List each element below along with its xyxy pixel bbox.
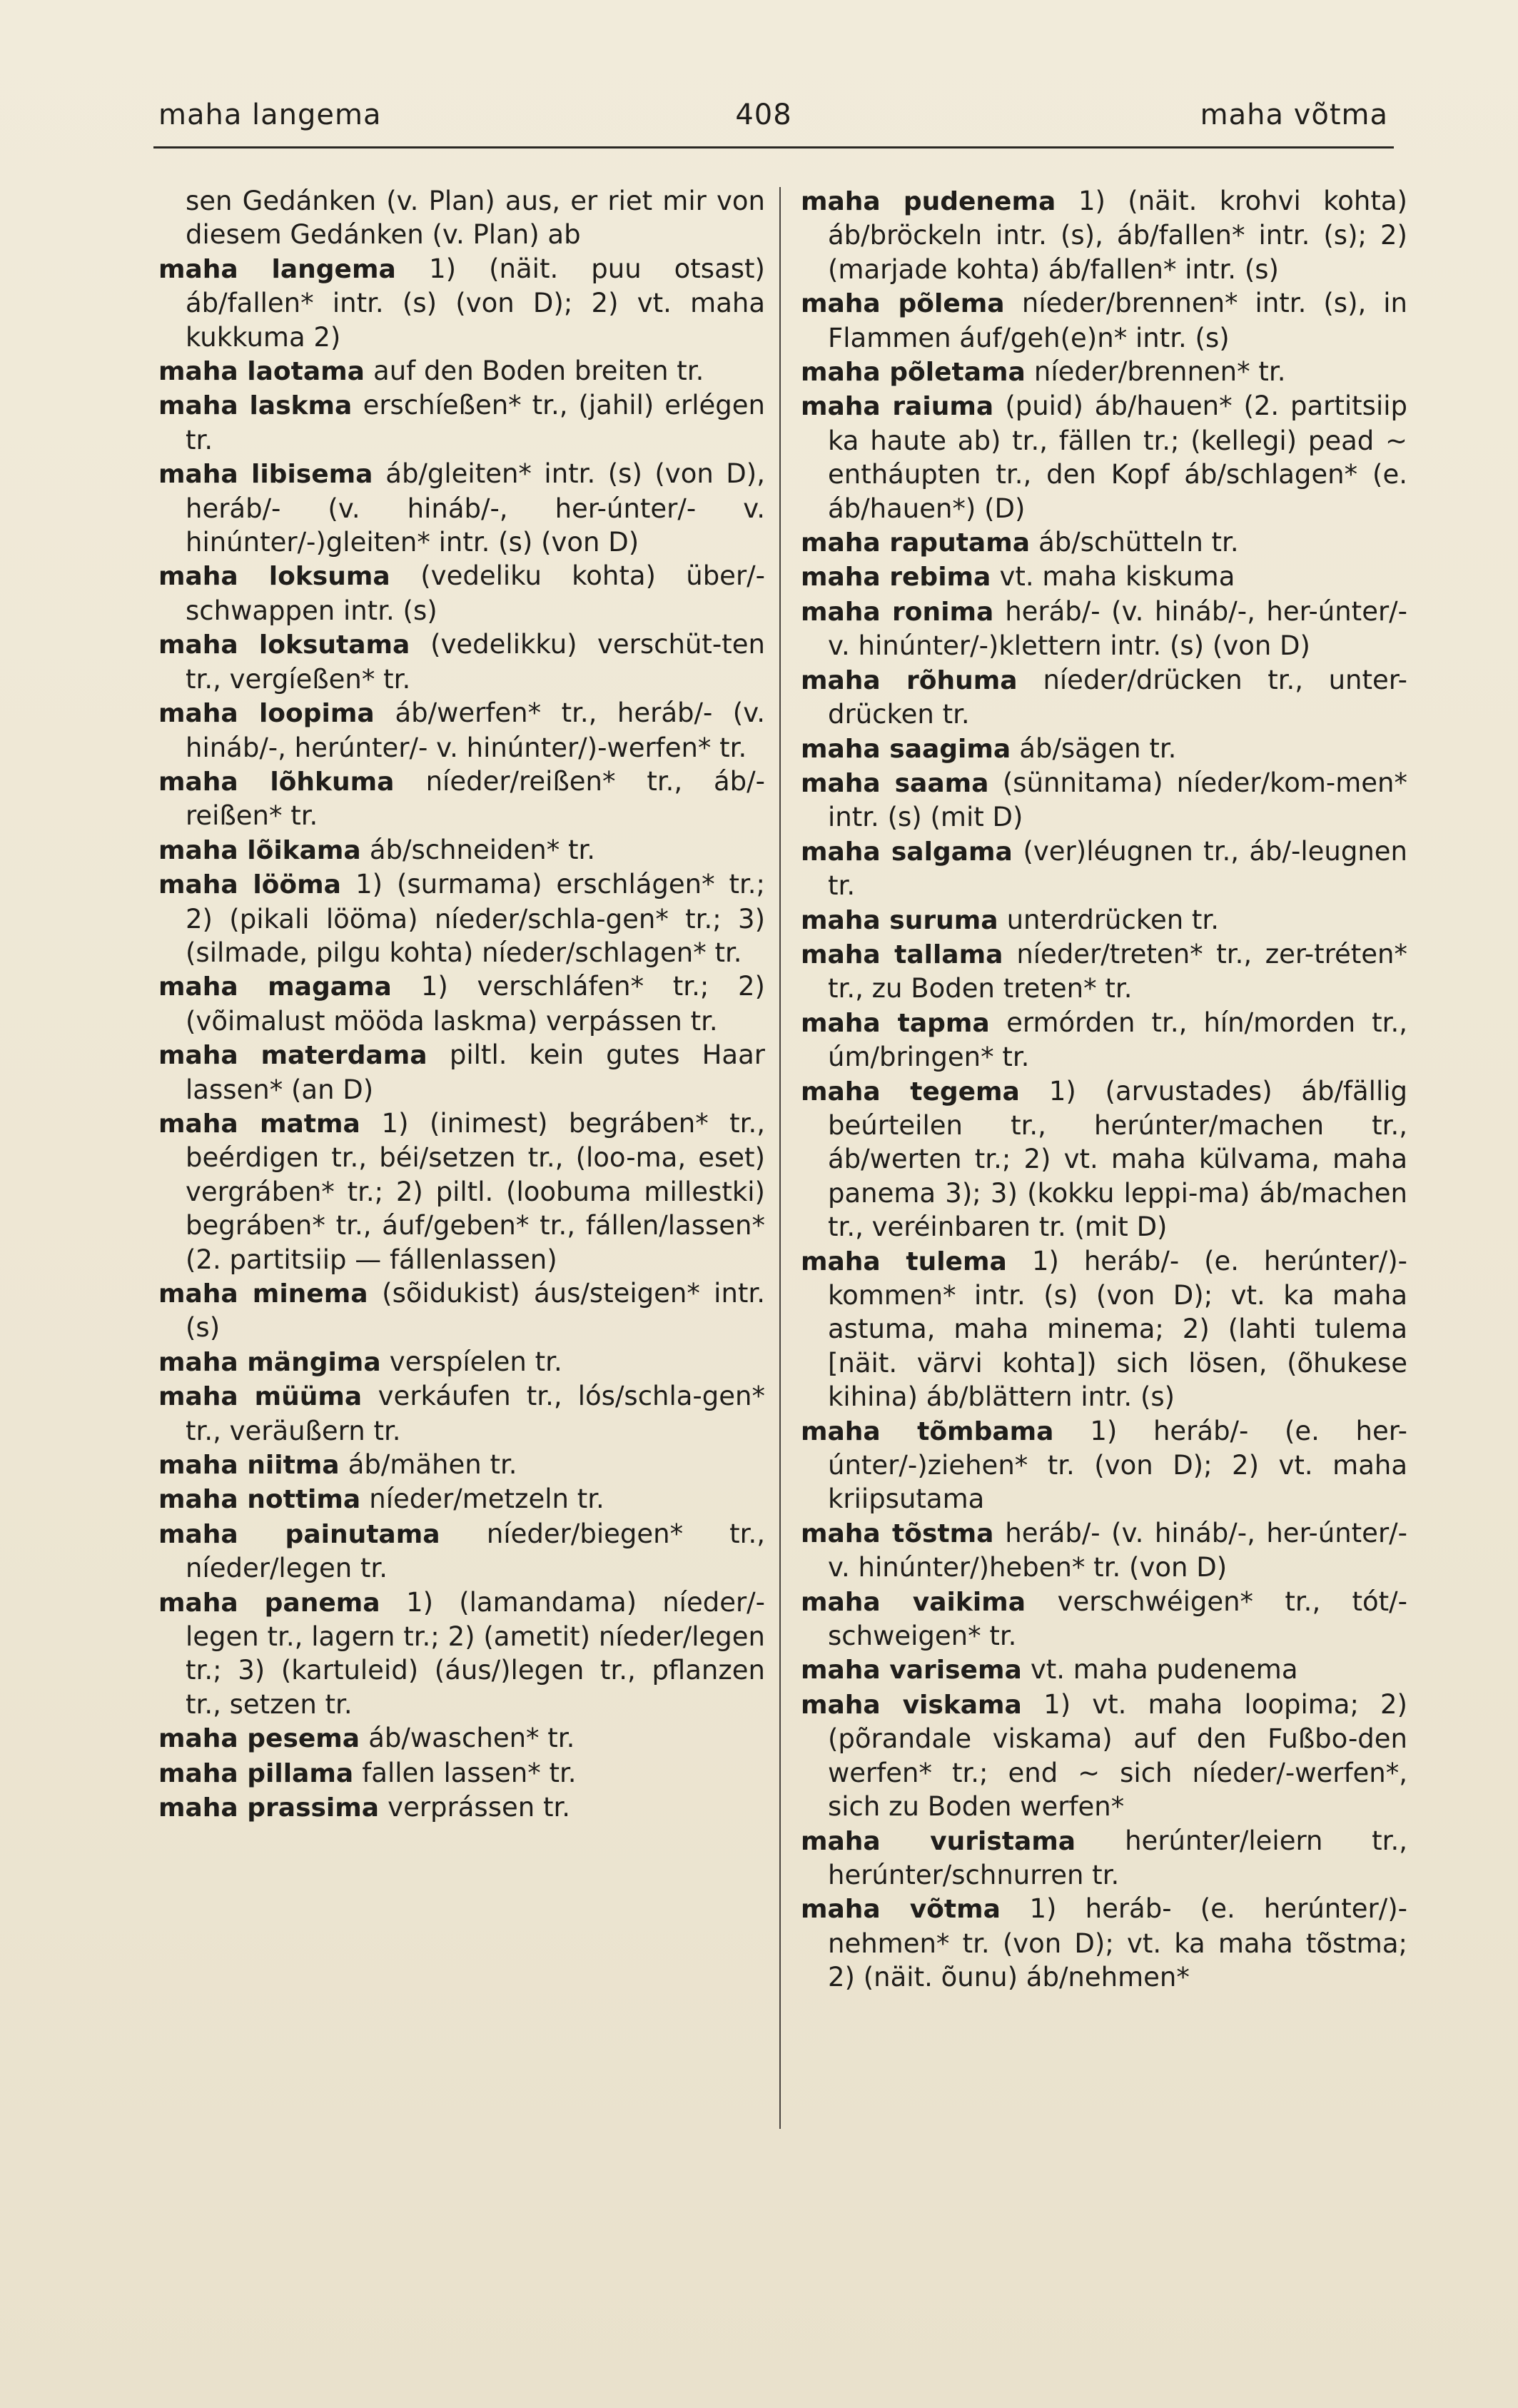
entry-headword: maha libisema xyxy=(158,460,373,490)
entry-definition: níeder/brennen* tr. xyxy=(1033,356,1286,388)
entry-definition: (sünnitama) níeder/kom-men* intr. (s) (mit D) xyxy=(828,767,1407,833)
dictionary-entry xyxy=(801,766,1407,835)
entry-definition: 1) (surmama) erschlágen* tr.; 2) (pikali lööma) níeder/schla-gen* tr.; 3) (silmade, pilgu kohta) níeder/schlagen* tr. xyxy=(186,869,765,968)
entry-headword: maha mängima xyxy=(158,1347,381,1377)
entry-definition: 1) (inimest) begráben* tr., beérdigen tr., béi/setzen tr., (loo-ma, eset) vergráben* tr.; 2) piltl. (loobuma millestki) begráben* tr., áuf/geben* tr., fállen/lassen* (2. partitsiip — fállenlassen) xyxy=(186,1107,765,1275)
dictionary-entry xyxy=(801,903,1407,937)
entry-definition: áb/gleiten* intr. (s) (von D), heráb/- (v. hináb/-, her-únter/- v. hinúnter/-)gleiten* intr. (s) (von D) xyxy=(186,458,765,558)
entry-headword: maha langema xyxy=(158,254,396,284)
entry-headword: maha raiuma xyxy=(801,392,994,422)
dictionary-entry xyxy=(158,1790,765,1825)
entry-definition: (vedelikku) verschüt-ten tr., vergíeßen* tr. xyxy=(186,629,765,695)
dictionary-entry xyxy=(158,1517,765,1586)
entry-definition: verschwéigen* tr., tót/-schweigen* tr. xyxy=(828,1586,1407,1652)
entry-headword: maha tõmbama xyxy=(801,1416,1054,1446)
dictionary-entry xyxy=(158,1721,765,1755)
entry-definition: níeder/biegen* tr., níeder/legen tr. xyxy=(186,1518,765,1584)
header-rule xyxy=(153,146,1394,148)
entry-definition: 1) (lamandama) níeder/-legen tr., lagern tr.; 2) (ametit) níeder/legen tr.; 3) (kartuleid) (áus/)legen tr., pflanzen tr., setzen tr. xyxy=(186,1586,765,1720)
entry-headword: maha saama xyxy=(801,768,989,798)
entry-headword: maha suruma xyxy=(801,905,998,935)
entry-headword: maha tapma xyxy=(801,1008,990,1038)
entry-headword: maha minema xyxy=(158,1279,368,1309)
entry-definition: erschíeßen* tr., (jahil) erlégen tr. xyxy=(186,390,765,455)
dictionary-entry xyxy=(801,286,1407,355)
entry-definition: (sõidukist) áus/steigen* intr. (s) xyxy=(186,1278,765,1344)
dictionary-entry xyxy=(801,1516,1407,1585)
dictionary-entry xyxy=(801,1585,1407,1653)
dictionary-entry xyxy=(158,184,765,252)
entry-headword: maha viskama xyxy=(801,1690,1022,1720)
dictionary-entry xyxy=(158,867,765,969)
entry-definition: níeder/brennen* intr. (s), in Flammen áuf/geh(e)n* intr. (s) xyxy=(828,288,1407,353)
entry-definition: níeder/metzeln tr. xyxy=(369,1483,604,1515)
entry-definition: verprássen tr. xyxy=(388,1792,571,1823)
dictionary-entry xyxy=(158,628,765,696)
dictionary-entry xyxy=(158,765,765,833)
dictionary-entry xyxy=(158,1345,765,1379)
entry-headword: maha raputama xyxy=(801,528,1031,558)
entry-headword: maha rebima xyxy=(801,563,991,593)
entry-definition: níeder/treten* tr., zer-tréten* tr., zu Boden treten* tr. xyxy=(828,938,1407,1004)
dictionary-entry xyxy=(158,354,765,388)
entry-definition: 1) vt. maha loopima; 2) (põrandale viskama) auf den Fußbo-den werfen* tr.; end ~ sich níeder/-werfen*, sich zu Boden werfen* xyxy=(828,1688,1407,1823)
entry-headword: maha pudenema xyxy=(801,187,1056,216)
dictionary-entry xyxy=(801,1653,1407,1687)
entry-headword: maha võtma xyxy=(801,1895,1001,1925)
dictionary-entry xyxy=(801,1244,1407,1414)
dictionary-entry xyxy=(158,1482,765,1516)
entry-definition: áb/sägen tr. xyxy=(1019,732,1177,764)
dictionary-entry xyxy=(158,696,765,765)
entry-definition: áb/waschen* tr. xyxy=(368,1723,575,1754)
entry-definition: 1) heráb- (e. herúnter/)-nehmen* tr. (von D); vt. ka maha tõstma; 2) (näit. õunu) áb/nehmen* xyxy=(828,1893,1407,1993)
entry-headword: maha tallama xyxy=(801,939,1003,969)
dictionary-entry xyxy=(801,1892,1407,1994)
entry-definition: níeder/reißen* tr., áb/-reißen* tr. xyxy=(186,765,765,832)
entry-definition: áb/mähen tr. xyxy=(348,1449,517,1481)
entry-definition: heráb/- (v. hináb/-, her-únter/- v. hinúnter/)heben* tr. (von D) xyxy=(828,1517,1407,1583)
entry-definition: vt. maha pudenema xyxy=(1030,1654,1298,1686)
entry-definition: piltl. kein gutes Haar lassen* (an D) xyxy=(186,1039,765,1105)
entry-definition: áb/schütteln tr. xyxy=(1038,527,1239,558)
entry-definition: vt. maha kiskuma xyxy=(999,561,1235,593)
entry-headword: maha saagima xyxy=(801,734,1011,764)
dictionary-entry xyxy=(801,525,1407,560)
entry-headword: maha lõikama xyxy=(158,835,361,865)
entry-definition: unterdrücken tr. xyxy=(1006,904,1220,935)
entry-definition: 1) (arvustades) áb/fällig beúrteilen tr., herúnter/machen tr., áb/werten tr.; 2) vt. maha külvama, maha panema 3); 3) (kokku leppi-ma) áb/machen tr., veréinbaren tr. (mit D) xyxy=(828,1075,1407,1243)
entry-headword: maha müüma xyxy=(158,1382,363,1412)
entry-headword: maha tulema xyxy=(801,1246,1007,1276)
entry-definition: 1) verschláfen* tr.; 2) (võimalust mööda laskma) verpássen tr. xyxy=(186,971,765,1037)
entry-definition: 1) heráb/- (e. her-únter/-)ziehen* tr. (von D); 2) vt. maha kriipsutama xyxy=(828,1415,1407,1515)
entry-headword: maha ronima xyxy=(801,597,994,627)
dictionary-entry xyxy=(801,595,1407,663)
dictionary-entry xyxy=(801,1824,1407,1893)
dictionary-entry xyxy=(801,835,1407,903)
entry-headword: maha vuristama xyxy=(801,1826,1076,1856)
entry-headword: maha põletama xyxy=(801,358,1026,388)
dictionary-entry xyxy=(158,1586,765,1722)
dictionary-entry xyxy=(158,1379,765,1448)
entry-definition: áb/schneiden* tr. xyxy=(369,834,596,865)
dictionary-entry xyxy=(801,355,1407,389)
dictionary-entry xyxy=(158,1276,765,1345)
entry-headword: maha pillama xyxy=(158,1758,354,1788)
dictionary-entry xyxy=(801,1074,1407,1244)
entry-headword: maha prassima xyxy=(158,1793,380,1823)
entry-definition: ermórden tr., hín/morden tr., úm/bringen* tr. xyxy=(828,1007,1407,1073)
entry-headword: maha magama xyxy=(158,972,392,1002)
entry-headword: maha loksutama xyxy=(158,630,410,660)
entry-definition: sen Gedánken (v. Plan) aus, er riet mir von diesem Gedánken (v. Plan) ab xyxy=(186,186,765,251)
dictionary-entry xyxy=(801,1414,1407,1516)
page-number: 408 xyxy=(735,99,792,131)
entry-headword: maha loksuma xyxy=(158,562,390,592)
entry-definition: 1) heráb/- (e. herúnter/)-kommen* intr. (s) (von D); vt. ka maha astuma, maha minema; 2) (lahti tulema [näit. värvi kohta]) sich lösen, (õhukese kihina) áb/blättern intr. (s) xyxy=(828,1245,1407,1413)
entry-definition: 1) (näit. krohvi kohta) áb/bröckeln intr. (s), áb/fallen* intr. (s); 2) (marjade kohta) áb/fallen* intr. (s) xyxy=(828,186,1407,285)
dictionary-entry xyxy=(158,252,765,354)
entry-definition: (puid) áb/hauen* (2. partitsiip ka haute ab) tr., fällen tr.; (kellegi) pead ~ entháupten tr., den Kopf áb/schlagen* (e. áb/hauen*) (D) xyxy=(828,391,1407,524)
dictionary-entry xyxy=(801,389,1407,525)
entry-headword: maha pesema xyxy=(158,1724,360,1754)
running-header-right: maha võtma xyxy=(1200,99,1388,131)
dictionary-entry xyxy=(801,732,1407,766)
dictionary-entry xyxy=(158,1038,765,1107)
entry-headword: maha salgama xyxy=(801,837,1013,867)
dictionary-entry xyxy=(158,969,765,1038)
entry-definition: verkáufen tr., lós/schla-gen* tr., veräußern tr. xyxy=(186,1381,765,1446)
entry-headword: maha lõhkuma xyxy=(158,767,395,797)
dictionary-entry xyxy=(158,388,765,457)
entry-headword: maha laskma xyxy=(158,391,353,421)
dictionary-entry xyxy=(158,559,765,628)
entry-headword: maha tõstma xyxy=(801,1518,994,1548)
entry-headword: maha laotama xyxy=(158,357,365,387)
entry-headword: maha vaikima xyxy=(801,1587,1026,1617)
running-header-left: maha langema xyxy=(158,99,382,131)
entry-headword: maha materdama xyxy=(158,1041,427,1071)
entry-definition: níeder/drücken tr., unter-drücken tr. xyxy=(828,664,1407,730)
dictionary-entry xyxy=(158,1756,765,1790)
dictionary-entry xyxy=(801,663,1407,732)
left-column xyxy=(158,184,765,1825)
entry-definition: verspíelen tr. xyxy=(389,1346,562,1377)
column-divider xyxy=(779,187,781,2129)
entry-headword: maha tegema xyxy=(801,1077,1020,1107)
entry-headword: maha varisema xyxy=(801,1656,1022,1686)
dictionary-entry xyxy=(158,457,765,559)
entry-headword: maha panema xyxy=(158,1588,380,1618)
dictionary-entry xyxy=(158,1107,765,1276)
entry-definition: auf den Boden breiten tr. xyxy=(373,356,704,387)
entry-headword: maha rõhuma xyxy=(801,665,1018,695)
entry-definition: heráb/- (v. hináb/-, her-únter/- v. hinúnter/-)klettern intr. (s) (von D) xyxy=(828,595,1407,662)
dictionary-entry xyxy=(801,184,1407,286)
entry-definition: fallen lassen* tr. xyxy=(362,1757,577,1788)
dictionary-entry xyxy=(158,1448,765,1482)
dictionary-entry xyxy=(801,1688,1407,1824)
entry-headword: maha matma xyxy=(158,1109,360,1139)
entry-headword: maha loopima xyxy=(158,699,375,729)
right-column xyxy=(801,184,1407,1995)
dictionary-entry xyxy=(801,937,1407,1006)
entry-definition: áb/werfen* tr., heráb/- (v. hináb/-, herúnter/- v. hinúnter/)-werfen* tr. xyxy=(186,697,765,763)
entry-headword: maha painutama xyxy=(158,1519,440,1549)
entry-headword: maha lööma xyxy=(158,870,341,900)
entry-definition: (vedeliku kohta) über/-schwappen intr. (s) xyxy=(186,560,765,626)
entry-definition: herúnter/leiern tr., herúnter/schnurren tr. xyxy=(828,1825,1408,1890)
dictionary-entry xyxy=(158,833,765,867)
entry-headword: maha nottima xyxy=(158,1485,361,1515)
entry-definition: (ver)léugnen tr., áb/-leugnen tr. xyxy=(828,835,1407,902)
entry-headword: maha niitma xyxy=(158,1451,340,1481)
entry-definition: 1) (näit. puu otsast) áb/fallen* intr. (s) (von D); 2) vt. maha kukkuma 2) xyxy=(186,253,765,353)
dictionary-entry xyxy=(801,560,1407,594)
dictionary-entry xyxy=(801,1006,1407,1074)
entry-headword: maha põlema xyxy=(801,289,1005,319)
